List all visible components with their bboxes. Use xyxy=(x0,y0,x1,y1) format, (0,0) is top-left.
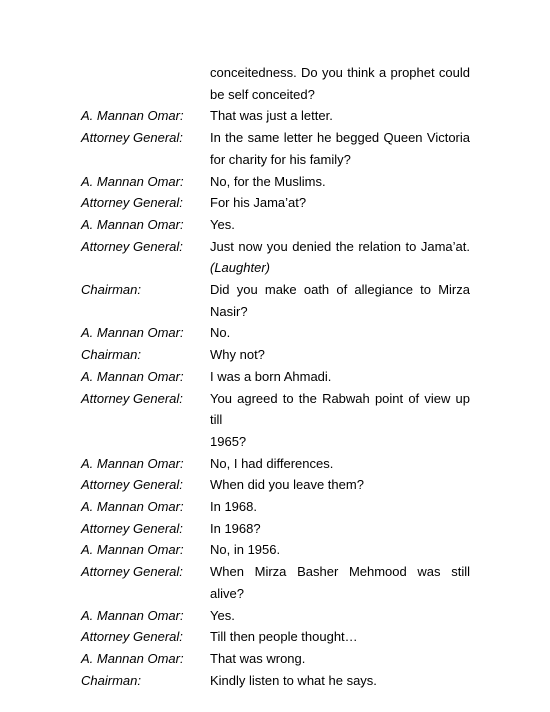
speaker-name: Attorney General: xyxy=(81,564,183,580)
transcript-row xyxy=(81,105,470,127)
speaker-name: Attorney General: xyxy=(81,238,183,254)
transcript-row xyxy=(81,670,470,692)
speaker-name: Chairman: xyxy=(81,347,141,363)
transcript-row xyxy=(81,561,470,604)
speaker-name: Attorney General: xyxy=(81,629,183,645)
speaker-name: Attorney General: xyxy=(81,520,183,536)
transcript-row xyxy=(81,453,470,475)
statement-text: Till then people thought… xyxy=(210,629,358,645)
transcript-row xyxy=(81,626,470,648)
speaker-name: A. Mannan Omar: xyxy=(81,173,184,189)
transcript-continuation xyxy=(81,62,470,105)
statement-text: That was just a letter. xyxy=(210,108,333,124)
speaker-name: Chairman: xyxy=(81,672,141,688)
statement-line: 1965? xyxy=(210,433,247,449)
speaker-name: A. Mannan Omar: xyxy=(81,368,184,384)
transcript-row xyxy=(81,388,470,453)
statement-text xyxy=(210,279,470,322)
statement-text: That was wrong. xyxy=(210,650,306,666)
speaker-name: Attorney General: xyxy=(81,130,183,146)
statement-line: You agreed to the Rabwah point of view up till xyxy=(210,390,470,428)
statement-text: For his Jama’at? xyxy=(210,195,307,211)
statement-text: No, I had differences. xyxy=(210,455,334,471)
transcript-row xyxy=(81,214,470,236)
speaker-name: Attorney General: xyxy=(81,477,183,493)
stage-direction: (Laughter) xyxy=(210,260,270,276)
transcript-row xyxy=(81,518,470,540)
statement-line: conceitedness. Do you think a prophet could xyxy=(210,65,470,80)
speaker-name: Chairman: xyxy=(81,282,141,298)
transcript-row xyxy=(81,366,470,388)
transcript-row xyxy=(81,127,470,170)
statement-text xyxy=(210,62,470,105)
statement-text: When Mirza Basher Mehmood was still alive? xyxy=(210,564,470,601)
statement-text: No. xyxy=(210,325,231,341)
speaker-name: A. Mannan Omar: xyxy=(81,455,184,471)
speaker-name: A. Mannan Omar: xyxy=(81,607,184,623)
speaker-name: A. Mannan Omar: xyxy=(81,216,184,232)
statement-line: Just now you denied the relation to Jama’at. xyxy=(210,238,470,254)
transcript-row xyxy=(81,648,470,670)
statement-line: Nasir? xyxy=(210,303,248,319)
transcript-row xyxy=(81,171,470,193)
statement-line: Did you make oath of allegiance to Mirza xyxy=(210,282,470,298)
statement-text xyxy=(210,236,470,279)
statement-line: be self conceited? xyxy=(210,86,315,102)
statement-text: I was a born Ahmadi. xyxy=(210,368,332,384)
transcript-row xyxy=(81,474,470,496)
statement-text: Kindly listen to what he says. xyxy=(210,672,377,688)
transcript-row xyxy=(81,279,470,322)
statement-line: for charity for his family? xyxy=(210,151,351,167)
speaker-name: Attorney General: xyxy=(81,195,183,211)
transcript xyxy=(81,62,470,691)
speaker-name: Attorney General: xyxy=(81,390,183,406)
statement-text: In 1968. xyxy=(210,499,257,515)
statement-text: No, for the Muslims. xyxy=(210,173,326,189)
transcript-row xyxy=(81,539,470,561)
statement-text: Yes. xyxy=(210,216,235,232)
transcript-row xyxy=(81,236,470,279)
speaker-name: A. Mannan Omar: xyxy=(81,108,184,124)
transcript-row xyxy=(81,496,470,518)
speaker-name: A. Mannan Omar: xyxy=(81,325,184,341)
transcript-row xyxy=(81,605,470,627)
transcript-row xyxy=(81,344,470,366)
statement-line: In the same letter he begged Queen Victoria xyxy=(210,130,470,146)
speaker-name: A. Mannan Omar: xyxy=(81,650,184,666)
statement-text xyxy=(210,127,470,170)
statement-text: Yes. xyxy=(210,607,235,623)
transcript-row xyxy=(81,192,470,214)
statement-text xyxy=(210,388,470,453)
statement-text: In 1968? xyxy=(210,520,261,536)
statement-text: No, in 1956. xyxy=(210,542,281,558)
speaker-name: A. Mannan Omar: xyxy=(81,499,184,515)
statement-text: Why not? xyxy=(210,347,265,363)
statement-text: When did you leave them? xyxy=(210,477,364,493)
transcript-row xyxy=(81,322,470,344)
speaker-name: A. Mannan Omar: xyxy=(81,542,184,558)
